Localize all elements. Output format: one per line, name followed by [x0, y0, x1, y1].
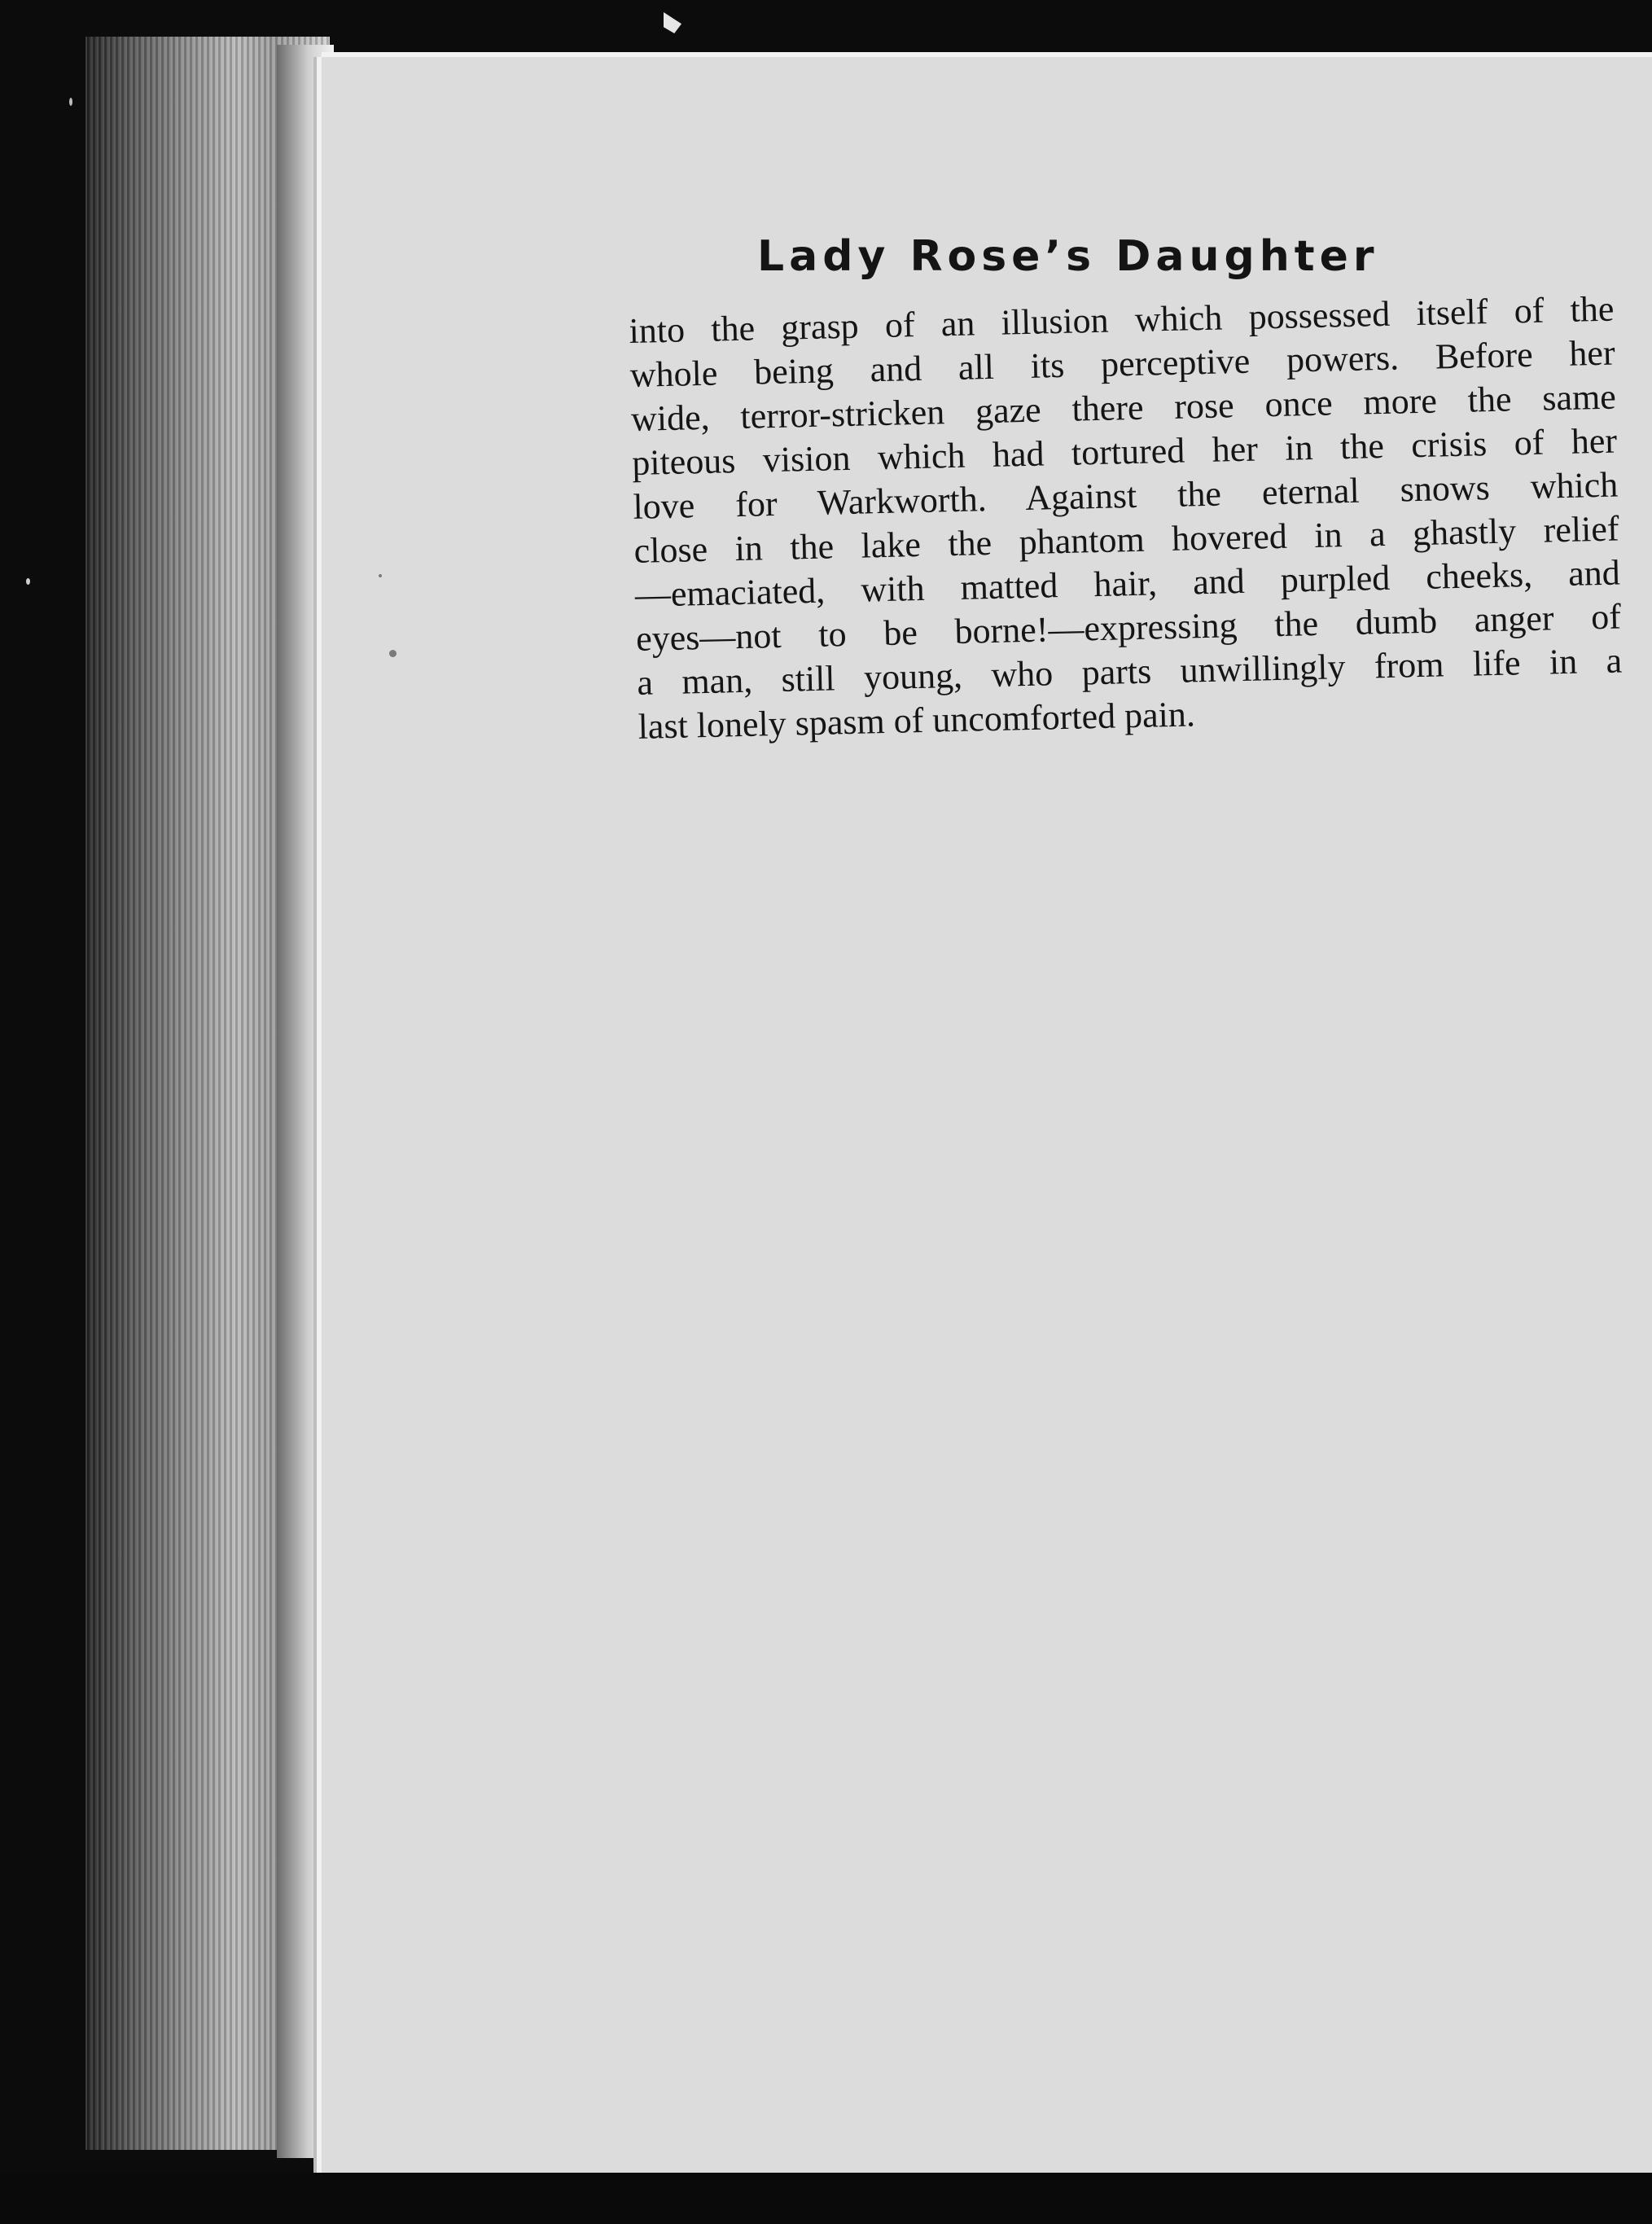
text-line: —emaciated, with matted hair, and purpled cheeks, and — [634, 552, 1621, 615]
text-line: wide, terror-stricken gaze there rose once more the same — [630, 376, 1617, 439]
text-line: whole being and all its perceptive powers. Before her — [629, 332, 1616, 395]
running-head: Lady Rose’s Daughter — [757, 232, 1379, 281]
text-line: last lonely spasm of uncomforted pain. — [638, 694, 1196, 747]
text-line: close in the lake the phantom hovered in a ghastly relief — [633, 508, 1619, 571]
body-text — [629, 287, 1624, 749]
dust-speck — [379, 574, 382, 577]
text-line: love for Warkworth. Against the eternal snows which — [632, 464, 1619, 527]
text-line: piteous vision which had tortured her in the crisis of her — [631, 420, 1618, 483]
scan-corner-mark — [664, 12, 681, 33]
text-line: a man, still young, who parts unwillingly from life in a — [636, 640, 1623, 703]
dust-speck — [69, 98, 72, 106]
text-line: eyes—not to be borne!—expressing the dumb anger of — [635, 596, 1622, 659]
dust-speck — [26, 578, 30, 585]
dust-speck — [389, 650, 397, 657]
scan-background-bottom — [0, 2173, 1652, 2224]
text-line: into the grasp of an illusion which possessed itself of the — [629, 288, 1615, 351]
